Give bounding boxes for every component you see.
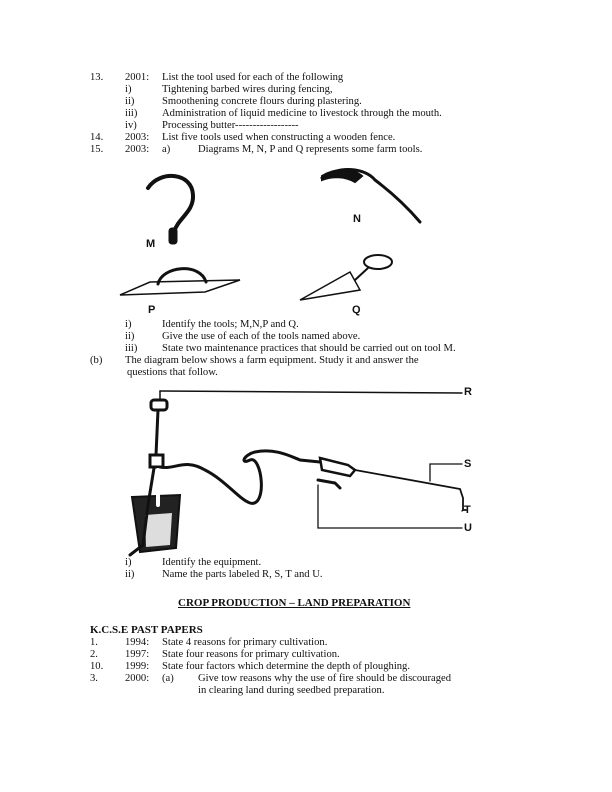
part-label-t: T — [464, 504, 471, 516]
q13-item-text: Administration of liquid medicine to livestock through the mouth. — [162, 108, 442, 119]
q15b-item-num: i) — [125, 557, 132, 568]
q15b-item-text: Name the parts labeled R, S, T and U. — [162, 569, 323, 580]
section-title: CROP PRODUCTION – LAND PREPARATION — [178, 597, 411, 609]
part-label-r: R — [464, 386, 472, 398]
question-text: State 4 reasons for primary cultivation. — [162, 637, 328, 648]
q13-item-num: ii) — [125, 96, 135, 107]
q14-number: 14. — [90, 132, 104, 143]
pointer-r — [160, 391, 462, 393]
q15-item-num: ii) — [125, 331, 135, 342]
q13-text: List the tool used for each of the following — [162, 72, 344, 83]
q13-item-num: iv) — [125, 120, 137, 131]
q15-item-text: Identify the tools; M,N,P and Q. — [162, 319, 299, 330]
question-part: (a) — [162, 673, 174, 684]
q13-item-num: i) — [125, 84, 132, 95]
question-year: 2000: — [125, 673, 150, 684]
q15-item-text: Give the use of each of the tools named above. — [162, 331, 361, 342]
q15-item-num: i) — [125, 319, 132, 330]
question-number: 1. — [90, 637, 98, 648]
q13-item-num: iii) — [125, 108, 138, 119]
question-text: State four factors which determine the depth of ploughing. — [162, 661, 411, 672]
section-subtitle: K.C.S.E PAST PAPERS — [90, 624, 203, 636]
question-number: 3. — [90, 673, 98, 684]
pointer-t — [462, 510, 463, 511]
question-year: 1994: — [125, 637, 150, 648]
q15b-item-text: Identify the equipment. — [162, 557, 262, 568]
q15b-item-num: ii) — [125, 569, 135, 580]
q15b-part: (b) — [90, 355, 103, 366]
question-number: 2. — [90, 649, 98, 660]
question-text-cont: in clearing land during seedbed preparation. — [198, 685, 385, 696]
question-number: 10. — [90, 661, 104, 672]
pointer-u — [318, 485, 462, 528]
part-label-u: U — [464, 522, 472, 534]
q13-item-text: Smoothening concrete flours during plastering. — [162, 96, 362, 107]
tool-label-p: P — [148, 304, 156, 316]
q14-year: 2003: — [125, 132, 150, 143]
q15-item-num: iii) — [125, 343, 138, 354]
q15-item-text: State two maintenance practices that should be carried out on tool M. — [162, 343, 456, 354]
q13-item-text: Processing butter------------------ — [162, 120, 299, 131]
tool-label-m: M — [146, 238, 156, 250]
question-year: 1999: — [125, 661, 150, 672]
tool-label-q: Q — [352, 304, 361, 316]
question-year: 1997: — [125, 649, 150, 660]
q15-part: a) — [162, 144, 171, 155]
question-text: State four reasons for primary cultivation. — [162, 649, 340, 660]
q13-item-text: Tightening barbed wires during fencing, — [162, 84, 333, 95]
q13-number: 13. — [90, 72, 104, 83]
q15-text: Diagrams M, N, P and Q represents some farm tools. — [198, 144, 423, 155]
tool-label-n: N — [353, 213, 361, 225]
question-text: Give tow reasons why the use of fire should be discouraged — [198, 673, 452, 684]
q15-number: 15. — [90, 144, 104, 155]
q14-text: List five tools used when constructing a wooden fence. — [162, 132, 396, 143]
part-label-s: S — [464, 458, 472, 470]
q13-year: 2001: — [125, 72, 150, 83]
q15-year: 2003: — [125, 144, 150, 155]
pointer-s — [430, 464, 462, 481]
q15b-text-cont: questions that follow. — [127, 367, 218, 378]
q15b-text: The diagram below shows a farm equipment. Study it and answer the — [125, 355, 419, 366]
